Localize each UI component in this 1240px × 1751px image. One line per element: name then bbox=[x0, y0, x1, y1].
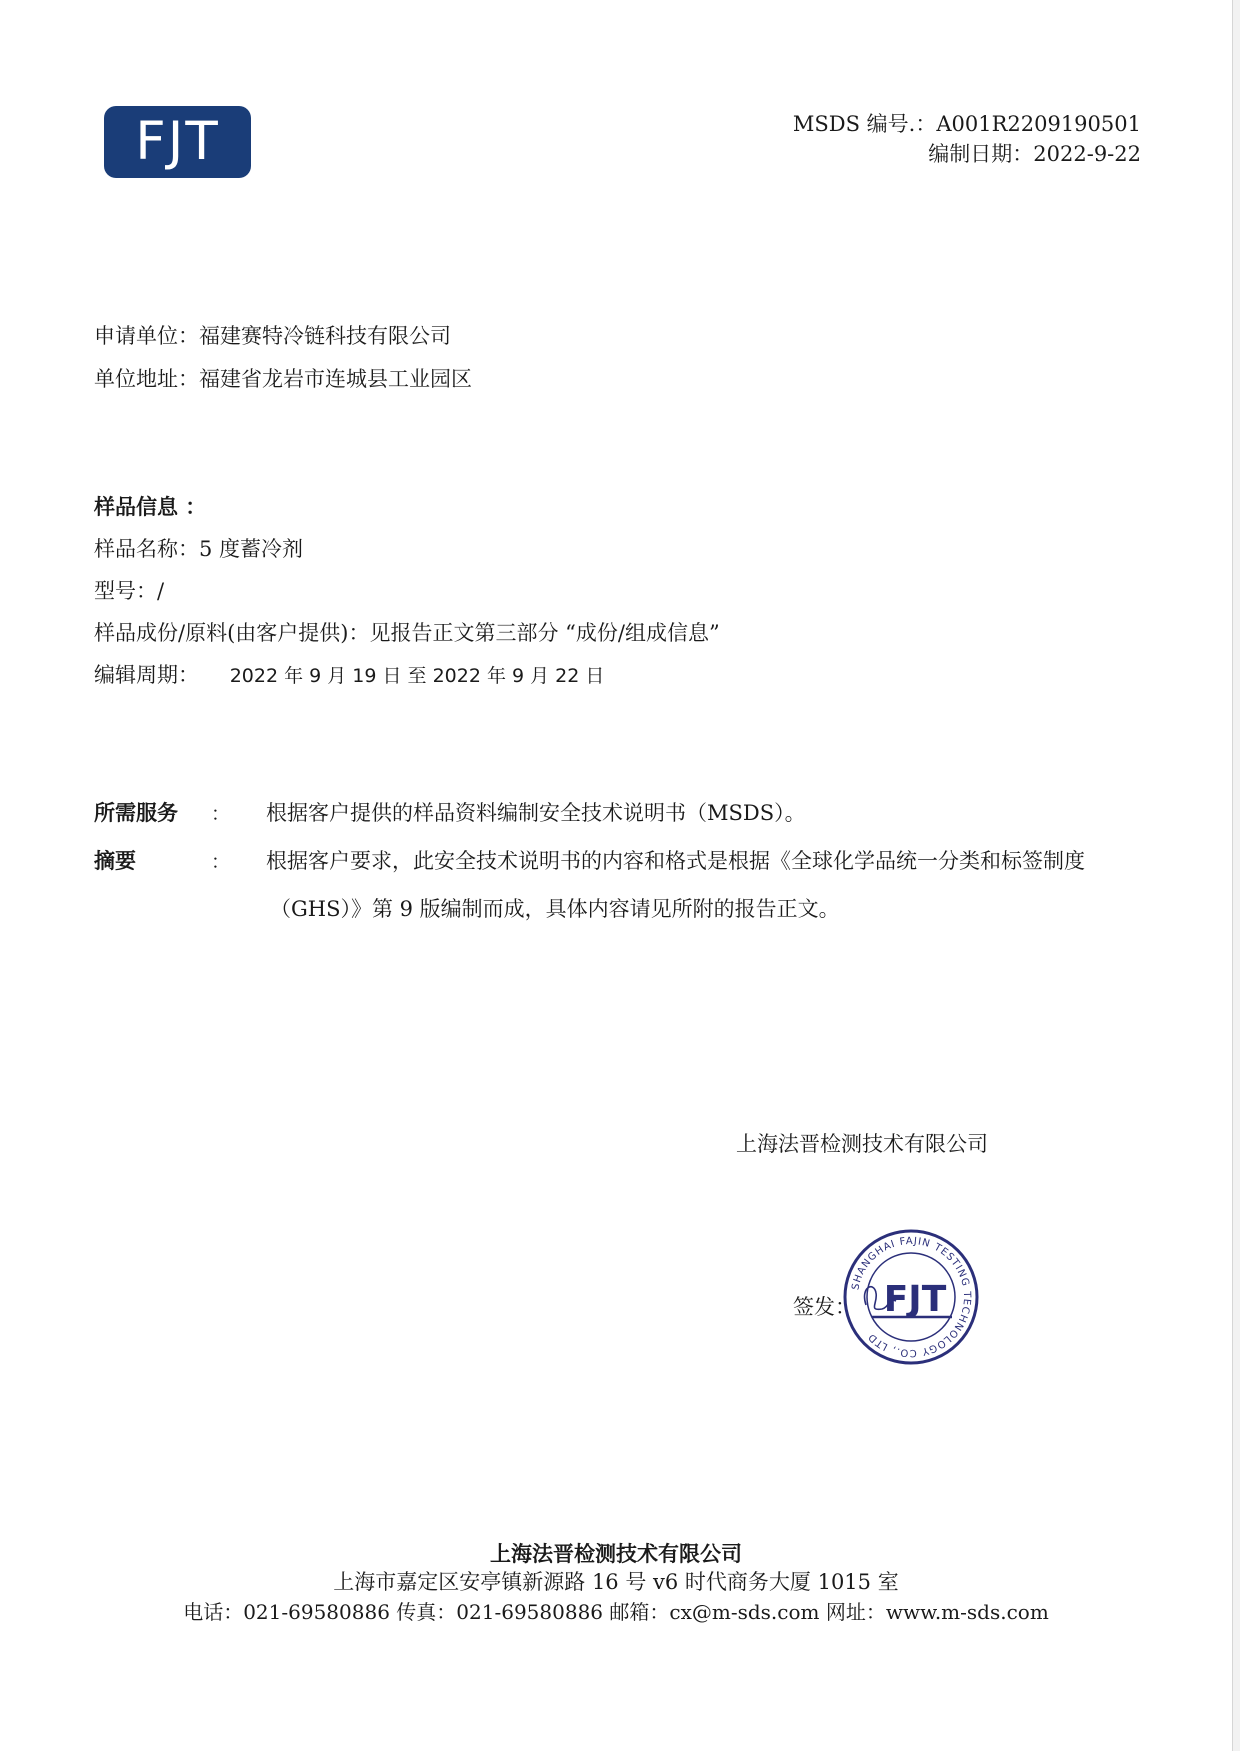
footer-contact: 电话：021-69580886 传真：021-69580886 邮箱：cx@m-sds.com 网址：www.m-sds.com bbox=[183, 1600, 1049, 1624]
sign-label: 签发： bbox=[793, 1295, 856, 1319]
applicant-unit-row bbox=[94, 320, 451, 350]
sample-info-heading: 样品信息 ： bbox=[94, 494, 207, 519]
company-seal-stamp bbox=[836, 1227, 986, 1367]
svg-text:FJT: FJT bbox=[883, 1279, 947, 1320]
sample-composition-row bbox=[94, 617, 720, 647]
edit-period-row bbox=[94, 659, 604, 689]
summary-colon: ： bbox=[211, 851, 231, 873]
summary-line-1: 根据客户要求，此安全技术说明书的内容和格式是根据《全球化学品统一分类和标签制度 bbox=[266, 849, 1085, 873]
svg-text:SHANGHAI FAJIN TESTING TECHNOL: SHANGHAI FAJIN TESTING TECHNOLOGY CO., LTD bbox=[850, 1235, 973, 1359]
applicant-address-row bbox=[94, 363, 472, 393]
edit-period-label: 编辑周期： bbox=[94, 663, 199, 687]
service-text: 根据客户提供的样品资料编制安全技术说明书（MSDS）。 bbox=[266, 801, 806, 825]
sample-composition-value: 见报告正文第三部分 “成份/组成信息” bbox=[369, 621, 720, 645]
sample-model-label: 型号： bbox=[94, 579, 157, 603]
sample-name-label: 样品名称： bbox=[94, 537, 199, 561]
compile-date: 编制日期：2022-9-22 bbox=[928, 142, 1141, 166]
service-label: 所需服务 bbox=[94, 800, 178, 825]
applicant-address-label: 单位地址： bbox=[94, 367, 199, 391]
footer-company: 上海法晋检测技术有限公司 bbox=[490, 1541, 742, 1566]
edit-period-value: 2022 年 9 月 19 日 至 2022 年 9 月 22 日 bbox=[229, 665, 605, 687]
applicant-unit-value: 福建赛特冷链科技有限公司 bbox=[199, 324, 451, 348]
sample-model-value: / bbox=[157, 579, 165, 603]
service-colon: ： bbox=[211, 803, 231, 825]
footer-address: 上海市嘉定区安亭镇新源路 16 号 v6 时代商务大厦 1015 室 bbox=[333, 1570, 899, 1594]
sample-model-row bbox=[94, 575, 164, 605]
sample-name-value: 5 度蓄冷剂 bbox=[199, 537, 304, 561]
sample-composition-label: 样品成份/原料(由客户提供)： bbox=[94, 621, 370, 645]
sample-name-row bbox=[94, 533, 303, 563]
summary-label: 摘要 bbox=[94, 848, 136, 873]
summary-line-2: （GHS）》第 9 版编制而成，具体内容请见所附的报告正文。 bbox=[270, 897, 840, 921]
applicant-address-value: 福建省龙岩市连城县工业园区 bbox=[199, 367, 472, 391]
applicant-unit-label: 申请单位： bbox=[94, 324, 199, 348]
fjt-logo: FJT bbox=[104, 106, 251, 178]
issuer-company: 上海法晋检测技术有限公司 bbox=[736, 1132, 988, 1156]
msds-number: MSDS 编号.：A001R2209190501 bbox=[792, 112, 1141, 136]
